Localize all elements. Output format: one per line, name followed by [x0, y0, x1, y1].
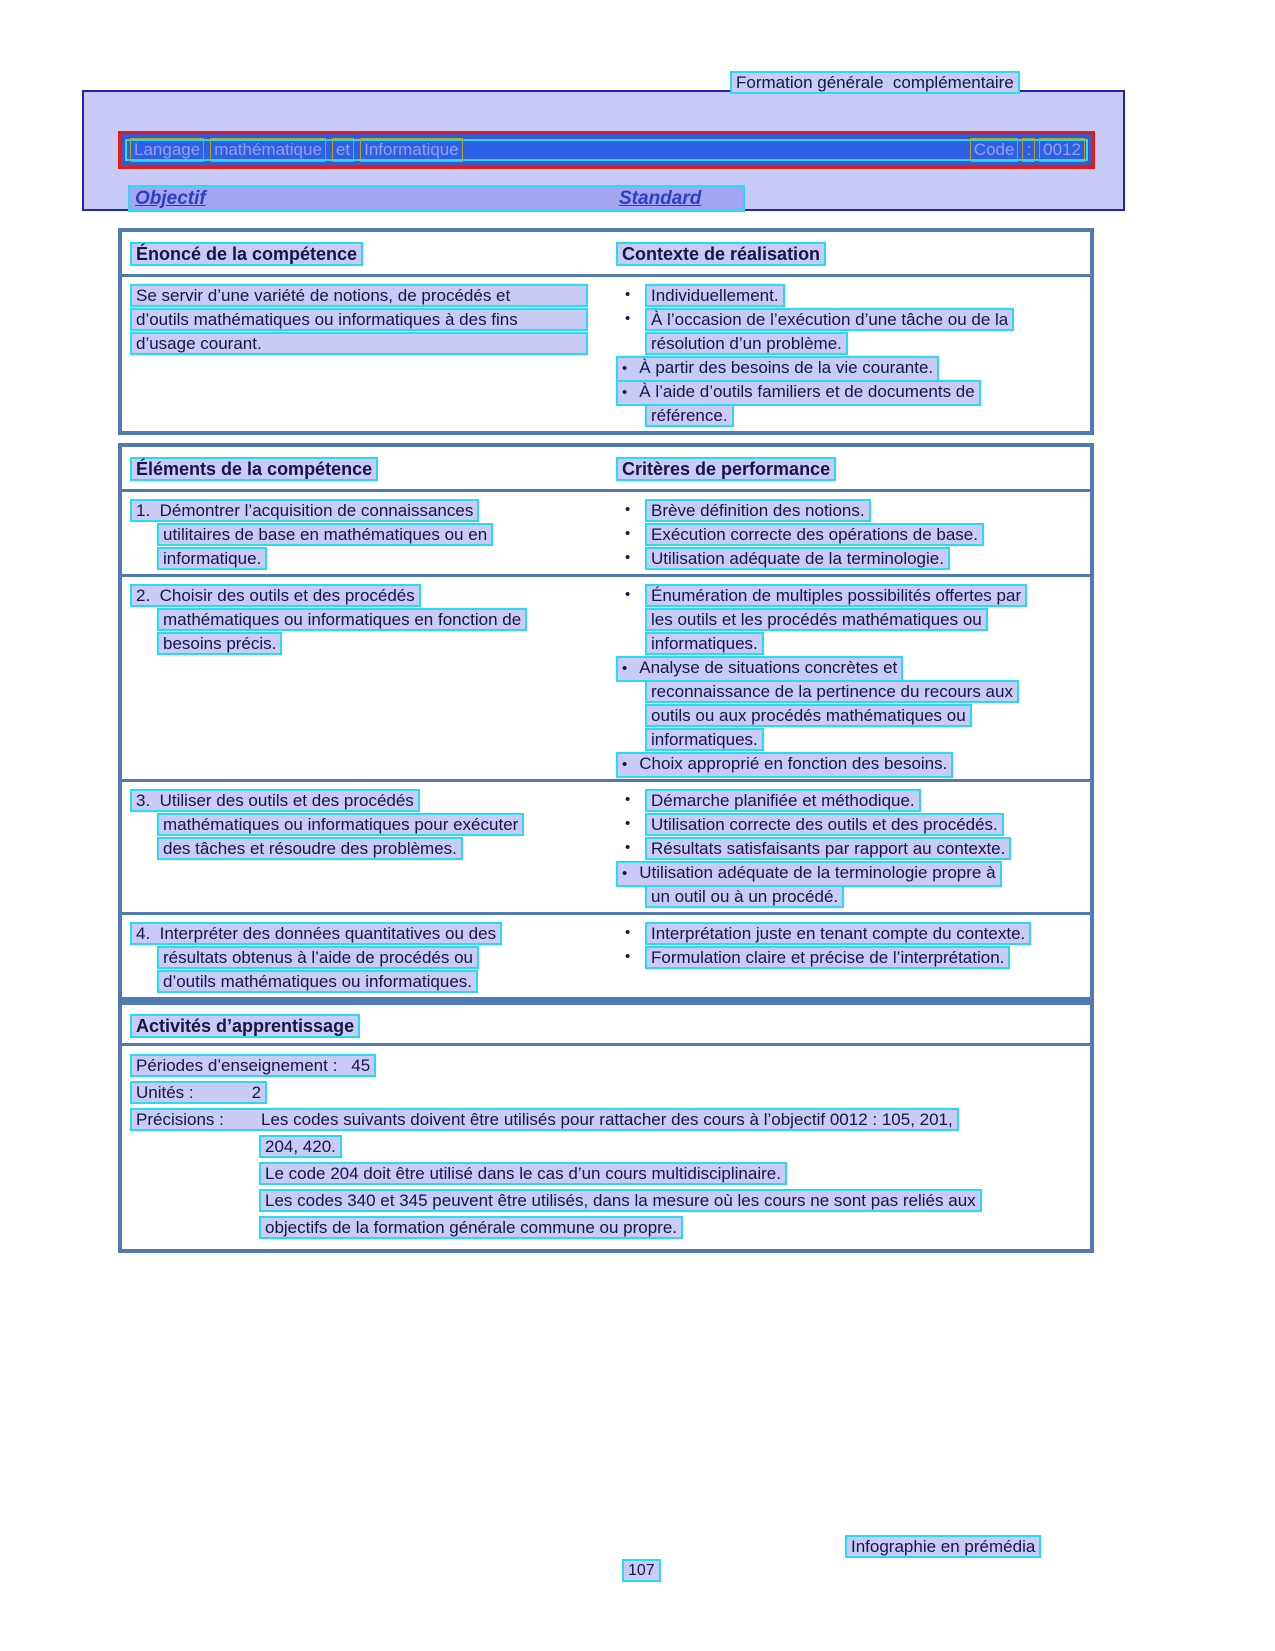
precisions-continuation	[122, 1189, 1090, 1214]
highlighted-text: outils ou aux procédés mathématiques ou	[645, 704, 972, 727]
bullet-item	[616, 861, 1090, 885]
code-word: :	[1022, 138, 1035, 162]
elements-table-header	[122, 447, 1090, 492]
bullet-item	[616, 946, 1090, 970]
highlighted-text: mathématiques ou informatiques pour exécuter	[157, 813, 524, 836]
element-cell	[122, 789, 616, 909]
precisions-continuation	[122, 1135, 1090, 1160]
activities-info-row	[122, 1081, 1090, 1106]
bullet-item-continuation	[616, 608, 1090, 632]
info-label: Unités :	[136, 1083, 194, 1102]
element-line	[130, 813, 616, 837]
highlighted-text: informatique.	[157, 547, 267, 570]
bullet-icon: •	[622, 360, 628, 377]
course-title	[130, 134, 463, 166]
elements-header-right: Critères de performance	[616, 457, 836, 481]
highlighted-text: 204, 420.	[259, 1135, 342, 1158]
bullet-icon: •	[625, 815, 631, 832]
highlighted-text	[130, 1054, 376, 1077]
element-line	[130, 523, 616, 547]
highlighted-text: 4. Interpréter des données quantitatives ou des	[130, 922, 502, 945]
standard-heading: Standard	[619, 188, 702, 209]
bullet-item	[616, 837, 1090, 861]
elements-row	[122, 779, 1090, 912]
highlighted-text: les outils et les procédés mathématiques ou	[645, 608, 988, 631]
activities-table	[118, 1001, 1094, 1253]
highlighted-text: • À partir des besoins de la vie courante.	[616, 356, 939, 382]
bullet-icon: •	[625, 310, 631, 327]
info-value: 45	[351, 1056, 371, 1075]
statement-line	[130, 332, 616, 356]
statement-line	[130, 284, 616, 308]
highlighted-text: Se servir d’une variété de notions, de procédés et	[130, 284, 588, 307]
highlighted-text: Formulation claire et précise de l’interprétation.	[645, 946, 1010, 969]
precisions-row	[122, 1108, 1090, 1133]
elements-row	[122, 912, 1090, 997]
criteria-cell	[616, 922, 1090, 994]
highlighted-text: • Analyse de situations concrètes et	[616, 656, 903, 682]
element-line	[130, 946, 616, 970]
highlighted-text: résolution d’un problème.	[645, 332, 848, 355]
bullet-item	[616, 922, 1090, 946]
bullet-item	[616, 308, 1090, 332]
highlighted-text	[130, 1081, 267, 1104]
highlighted-text: objectifs de la formation générale commune ou propre.	[259, 1216, 683, 1239]
bullet-icon: •	[625, 501, 631, 518]
realisation-context-list	[616, 284, 1090, 428]
bullet-item-continuation	[616, 885, 1090, 909]
bullet-icon: •	[625, 525, 631, 542]
highlighted-text: un outil ou à un procédé.	[645, 885, 844, 908]
element-cell	[122, 499, 616, 571]
highlighted-text: Résultats satisfaisants par rapport au contexte.	[645, 837, 1011, 860]
competence-table-body	[122, 277, 1090, 431]
element-line	[130, 789, 616, 813]
bullet-icon: •	[622, 660, 628, 677]
highlighted-text: mathématiques ou informatiques en fonction de	[157, 608, 527, 631]
bullet-item-continuation	[616, 728, 1090, 752]
element-line	[130, 584, 616, 608]
bullet-icon: •	[625, 586, 631, 603]
highlighted-text: À l’occasion de l’exécution d’une tâche ou de la	[645, 308, 1014, 331]
course-title-bar	[118, 131, 1095, 169]
elements-table	[118, 443, 1094, 1001]
highlighted-text: Démarche planifiée et méthodique.	[645, 789, 921, 812]
highlighted-text: Utilisation correcte des outils et des procédés.	[645, 813, 1004, 836]
highlighted-text: Les codes 340 et 345 peuvent être utilisés, dans la mesure où les cours ne sont pas reliés aux	[259, 1189, 982, 1212]
highlighted-text: Précisions : Les codes suivants doivent être utilisés pour rattacher des cours à l’objectif 0012 : 105, 201,	[130, 1108, 959, 1131]
statement-line	[130, 308, 616, 332]
bullet-item	[616, 584, 1090, 608]
element-line	[130, 922, 616, 946]
bullet-item	[616, 813, 1090, 837]
highlighted-text: • À l’aide d’outils familiers et de documents de	[616, 380, 981, 406]
course-code	[970, 134, 1085, 166]
competence-header-right: Contexte de réalisation	[616, 242, 826, 266]
highlighted-text: utilitaires de base en mathématiques ou en	[157, 523, 493, 546]
bullet-item	[616, 752, 1090, 776]
highlighted-text: Brève définition des notions.	[645, 499, 871, 522]
highlighted-text: 1. Démontrer l’acquisition de connaissances	[130, 499, 479, 522]
bullet-icon: •	[622, 384, 628, 401]
highlighted-text: Utilisation adéquate de la terminologie.	[645, 547, 950, 570]
bullet-icon: •	[625, 948, 631, 965]
info-label: Périodes d’enseignement :	[136, 1056, 338, 1075]
precisions-continuation	[122, 1216, 1090, 1241]
bullet-item	[616, 547, 1090, 571]
criteria-cell	[616, 499, 1090, 571]
highlighted-text: d’outils mathématiques ou informatiques.	[157, 970, 478, 993]
bullet-icon: •	[625, 286, 631, 303]
highlighted-text: résultats obtenus à l’aide de procédés ou	[157, 946, 479, 969]
bullet-icon: •	[622, 865, 628, 882]
section-label: Formation générale complémentaire	[730, 71, 1020, 94]
competence-table-header	[122, 232, 1090, 277]
highlighted-text: • Choix approprié en fonction des besoins.	[616, 752, 953, 778]
highlighted-text: • Utilisation adéquate de la terminologie propre à	[616, 861, 1002, 887]
bullet-item	[616, 789, 1090, 813]
bullet-item-continuation	[616, 680, 1090, 704]
highlighted-text: Interprétation juste en tenant compte du contexte.	[645, 922, 1031, 945]
bullet-icon: •	[622, 756, 628, 773]
precisions-label: Précisions :	[136, 1110, 224, 1129]
code-word: 0012	[1039, 138, 1085, 162]
competence-table	[118, 228, 1094, 435]
criteria-cell	[616, 584, 1090, 776]
bullet-item-continuation	[616, 332, 1090, 356]
bullet-item	[616, 284, 1090, 308]
highlighted-text: des tâches et résoudre des problèmes.	[157, 837, 463, 860]
element-line	[130, 547, 616, 571]
bullet-item-continuation	[616, 404, 1090, 428]
footer-note: Infographie en prémédia	[845, 1535, 1041, 1558]
elements-row	[122, 492, 1090, 574]
page-number: 107	[622, 1559, 661, 1582]
highlighted-text: d’usage courant.	[130, 332, 588, 355]
activities-table-body	[122, 1046, 1090, 1249]
competence-header-left: Énoncé de la compétence	[130, 242, 363, 266]
highlighted-text: besoins précis.	[157, 632, 282, 655]
bullet-icon: •	[625, 549, 631, 566]
elements-row	[122, 574, 1090, 779]
info-value: 2	[251, 1083, 262, 1102]
bullet-item	[616, 656, 1090, 680]
precisions-continuation	[122, 1162, 1090, 1187]
criteria-cell	[616, 789, 1090, 909]
elements-header-left: Éléments de la compétence	[130, 457, 378, 481]
highlighted-text: Énumération de multiples possibilités offertes par	[645, 584, 1027, 607]
element-line	[130, 608, 616, 632]
title-word: et	[332, 138, 354, 162]
bullet-item-continuation	[616, 704, 1090, 728]
highlighted-text: Le code 204 doit être utilisé dans le cas d’un cours multidisciplinaire.	[259, 1162, 787, 1185]
activities-table-header	[122, 1005, 1090, 1046]
bullet-item	[616, 356, 1090, 380]
element-cell	[122, 922, 616, 994]
bullet-item-continuation	[616, 632, 1090, 656]
element-line	[130, 970, 616, 994]
competence-statement	[122, 284, 616, 428]
highlighted-text: informatiques.	[645, 728, 764, 751]
highlighted-text: 2. Choisir des outils et des procédés	[130, 584, 421, 607]
bullet-icon: •	[625, 924, 631, 941]
bullet-icon: •	[625, 791, 631, 808]
highlighted-text: informatiques.	[645, 632, 764, 655]
title-word: mathématique	[210, 138, 326, 162]
bullet-icon: •	[625, 839, 631, 856]
title-word: Informatique	[360, 138, 463, 162]
element-line	[130, 632, 616, 656]
title-word: Langage	[130, 138, 204, 162]
objectif-standard-band	[128, 185, 745, 212]
element-line	[130, 837, 616, 861]
bullet-item	[616, 380, 1090, 404]
highlighted-text: d’outils mathématiques ou informatiques à des fins	[130, 308, 588, 331]
code-word: Code	[970, 138, 1019, 162]
activities-heading: Activités d’apprentissage	[130, 1014, 360, 1038]
highlighted-text: référence.	[645, 404, 734, 427]
element-cell	[122, 584, 616, 776]
highlighted-text: Exécution correcte des opérations de base.	[645, 523, 984, 546]
elements-table-body	[122, 492, 1090, 997]
highlighted-text: 3. Utiliser des outils et des procédés	[130, 789, 420, 812]
highlighted-text: reconnaissance de la pertinence du recours aux	[645, 680, 1019, 703]
activities-info-row	[122, 1054, 1090, 1079]
element-line	[130, 499, 616, 523]
bullet-item	[616, 499, 1090, 523]
objectif-heading: Objectif	[135, 188, 206, 209]
bullet-item	[616, 523, 1090, 547]
highlighted-text: Individuellement.	[645, 284, 785, 307]
